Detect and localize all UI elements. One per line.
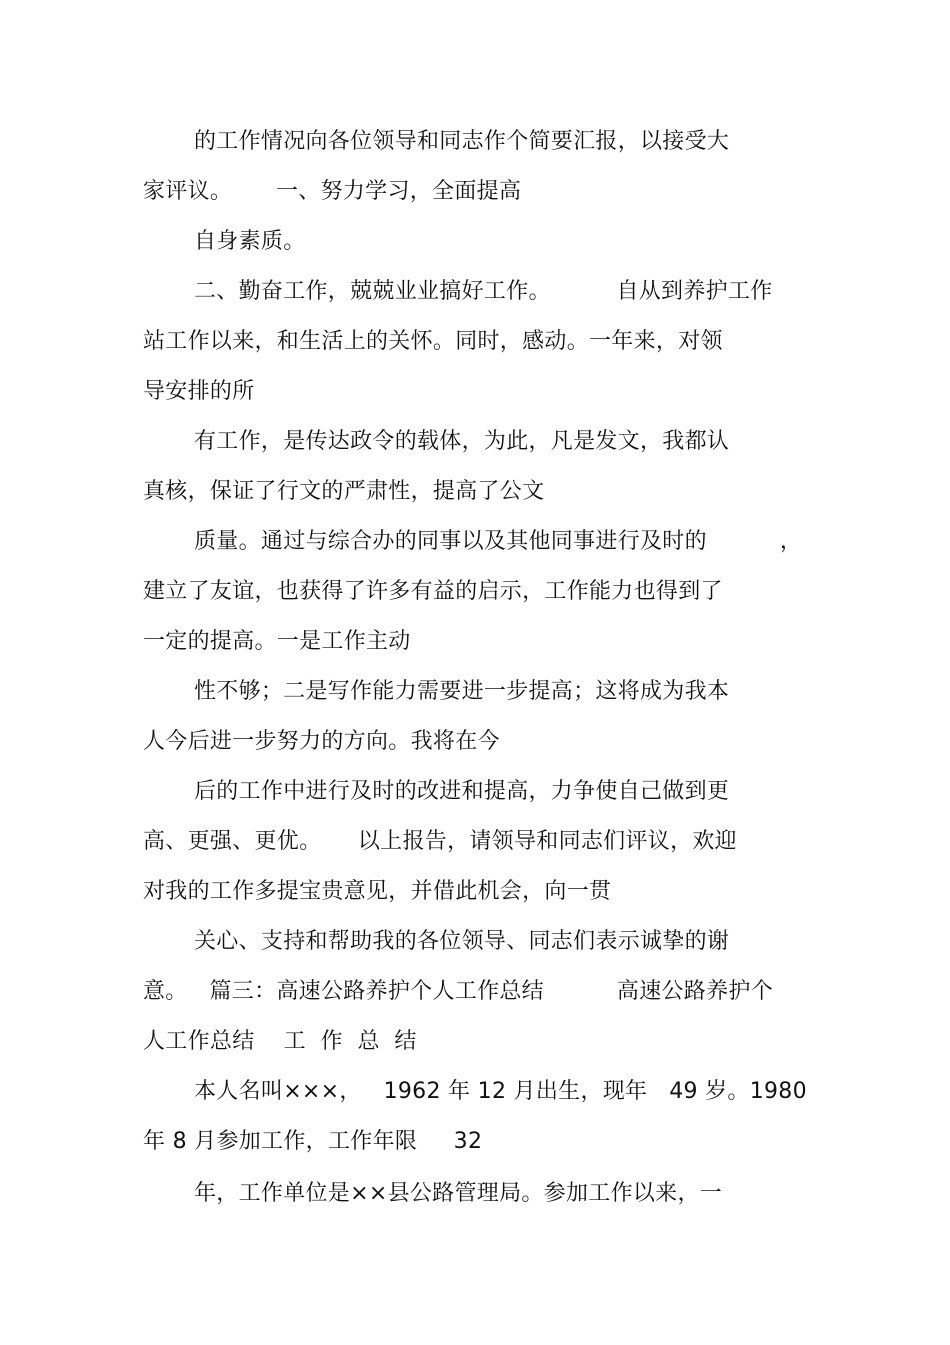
paragraph-line: 后的工作中进行及时的改进和提高，力争使自己做到更 bbox=[194, 779, 730, 804]
paragraph-line: 质量。通过与综合办的同事以及其他同事进行及时的 ， bbox=[194, 529, 803, 554]
paragraph-line: 有工作，是传达政令的载体，为此，凡是发文，我都认 bbox=[194, 429, 730, 454]
paragraph-line: 年 8 月参加工作，工作年限 32 bbox=[143, 1129, 483, 1154]
paragraph-line: 的工作情况向各位领导和同志作个简要汇报，以接受大 bbox=[194, 129, 730, 154]
paragraph-line: 家评议。 一、努力学习，全面提高 bbox=[143, 179, 522, 204]
paragraph-line: 真核，保证了行文的严肃性，提高了公文 bbox=[143, 479, 545, 504]
paragraph-line: 二、勤奋工作，兢兢业业搞好工作。 自从到养护工作 bbox=[194, 279, 773, 304]
paragraph-line: 人今后进一步努力的方向。我将在今 bbox=[143, 729, 500, 754]
paragraph-line: 人工作总结 工 作 总 结 bbox=[143, 1029, 417, 1054]
paragraph-line: 关心、支持和帮助我的各位领导、同志们表示诚挚的谢 bbox=[194, 929, 730, 954]
paragraph-line: 性不够；二是写作能力需要进一步提高；这将成为我本 bbox=[194, 679, 730, 704]
paragraph-line: 导安排的所 bbox=[143, 379, 255, 404]
paragraph-line: 一定的提高。一是工作主动 bbox=[143, 629, 411, 654]
paragraph-line: 站工作以来，和生活上的关怀。同时，感动。一年来，对领 bbox=[143, 329, 723, 354]
paragraph-line: 建立了友谊，也获得了许多有益的启示，工作能力也得到了 bbox=[143, 579, 723, 604]
paragraph-line: 年，工作单位是××县公路管理局。参加工作以来，一 bbox=[194, 1181, 723, 1206]
paragraph-line: 对我的工作多提宝贵意见，并借此机会，向一贯 bbox=[143, 879, 612, 904]
paragraph-line: 高、更强、更优。 以上报告，请领导和同志们评议，欢迎 bbox=[143, 829, 737, 854]
paragraph-line: 本人名叫×××， 1962 年 12 月出生，现年 49 岁。1980 bbox=[194, 1079, 807, 1104]
paragraph-line: 自身素质。 bbox=[194, 229, 306, 254]
paragraph-line: 意。 篇三：高速公路养护个人工作总结 高速公路养护个 bbox=[143, 979, 774, 1004]
